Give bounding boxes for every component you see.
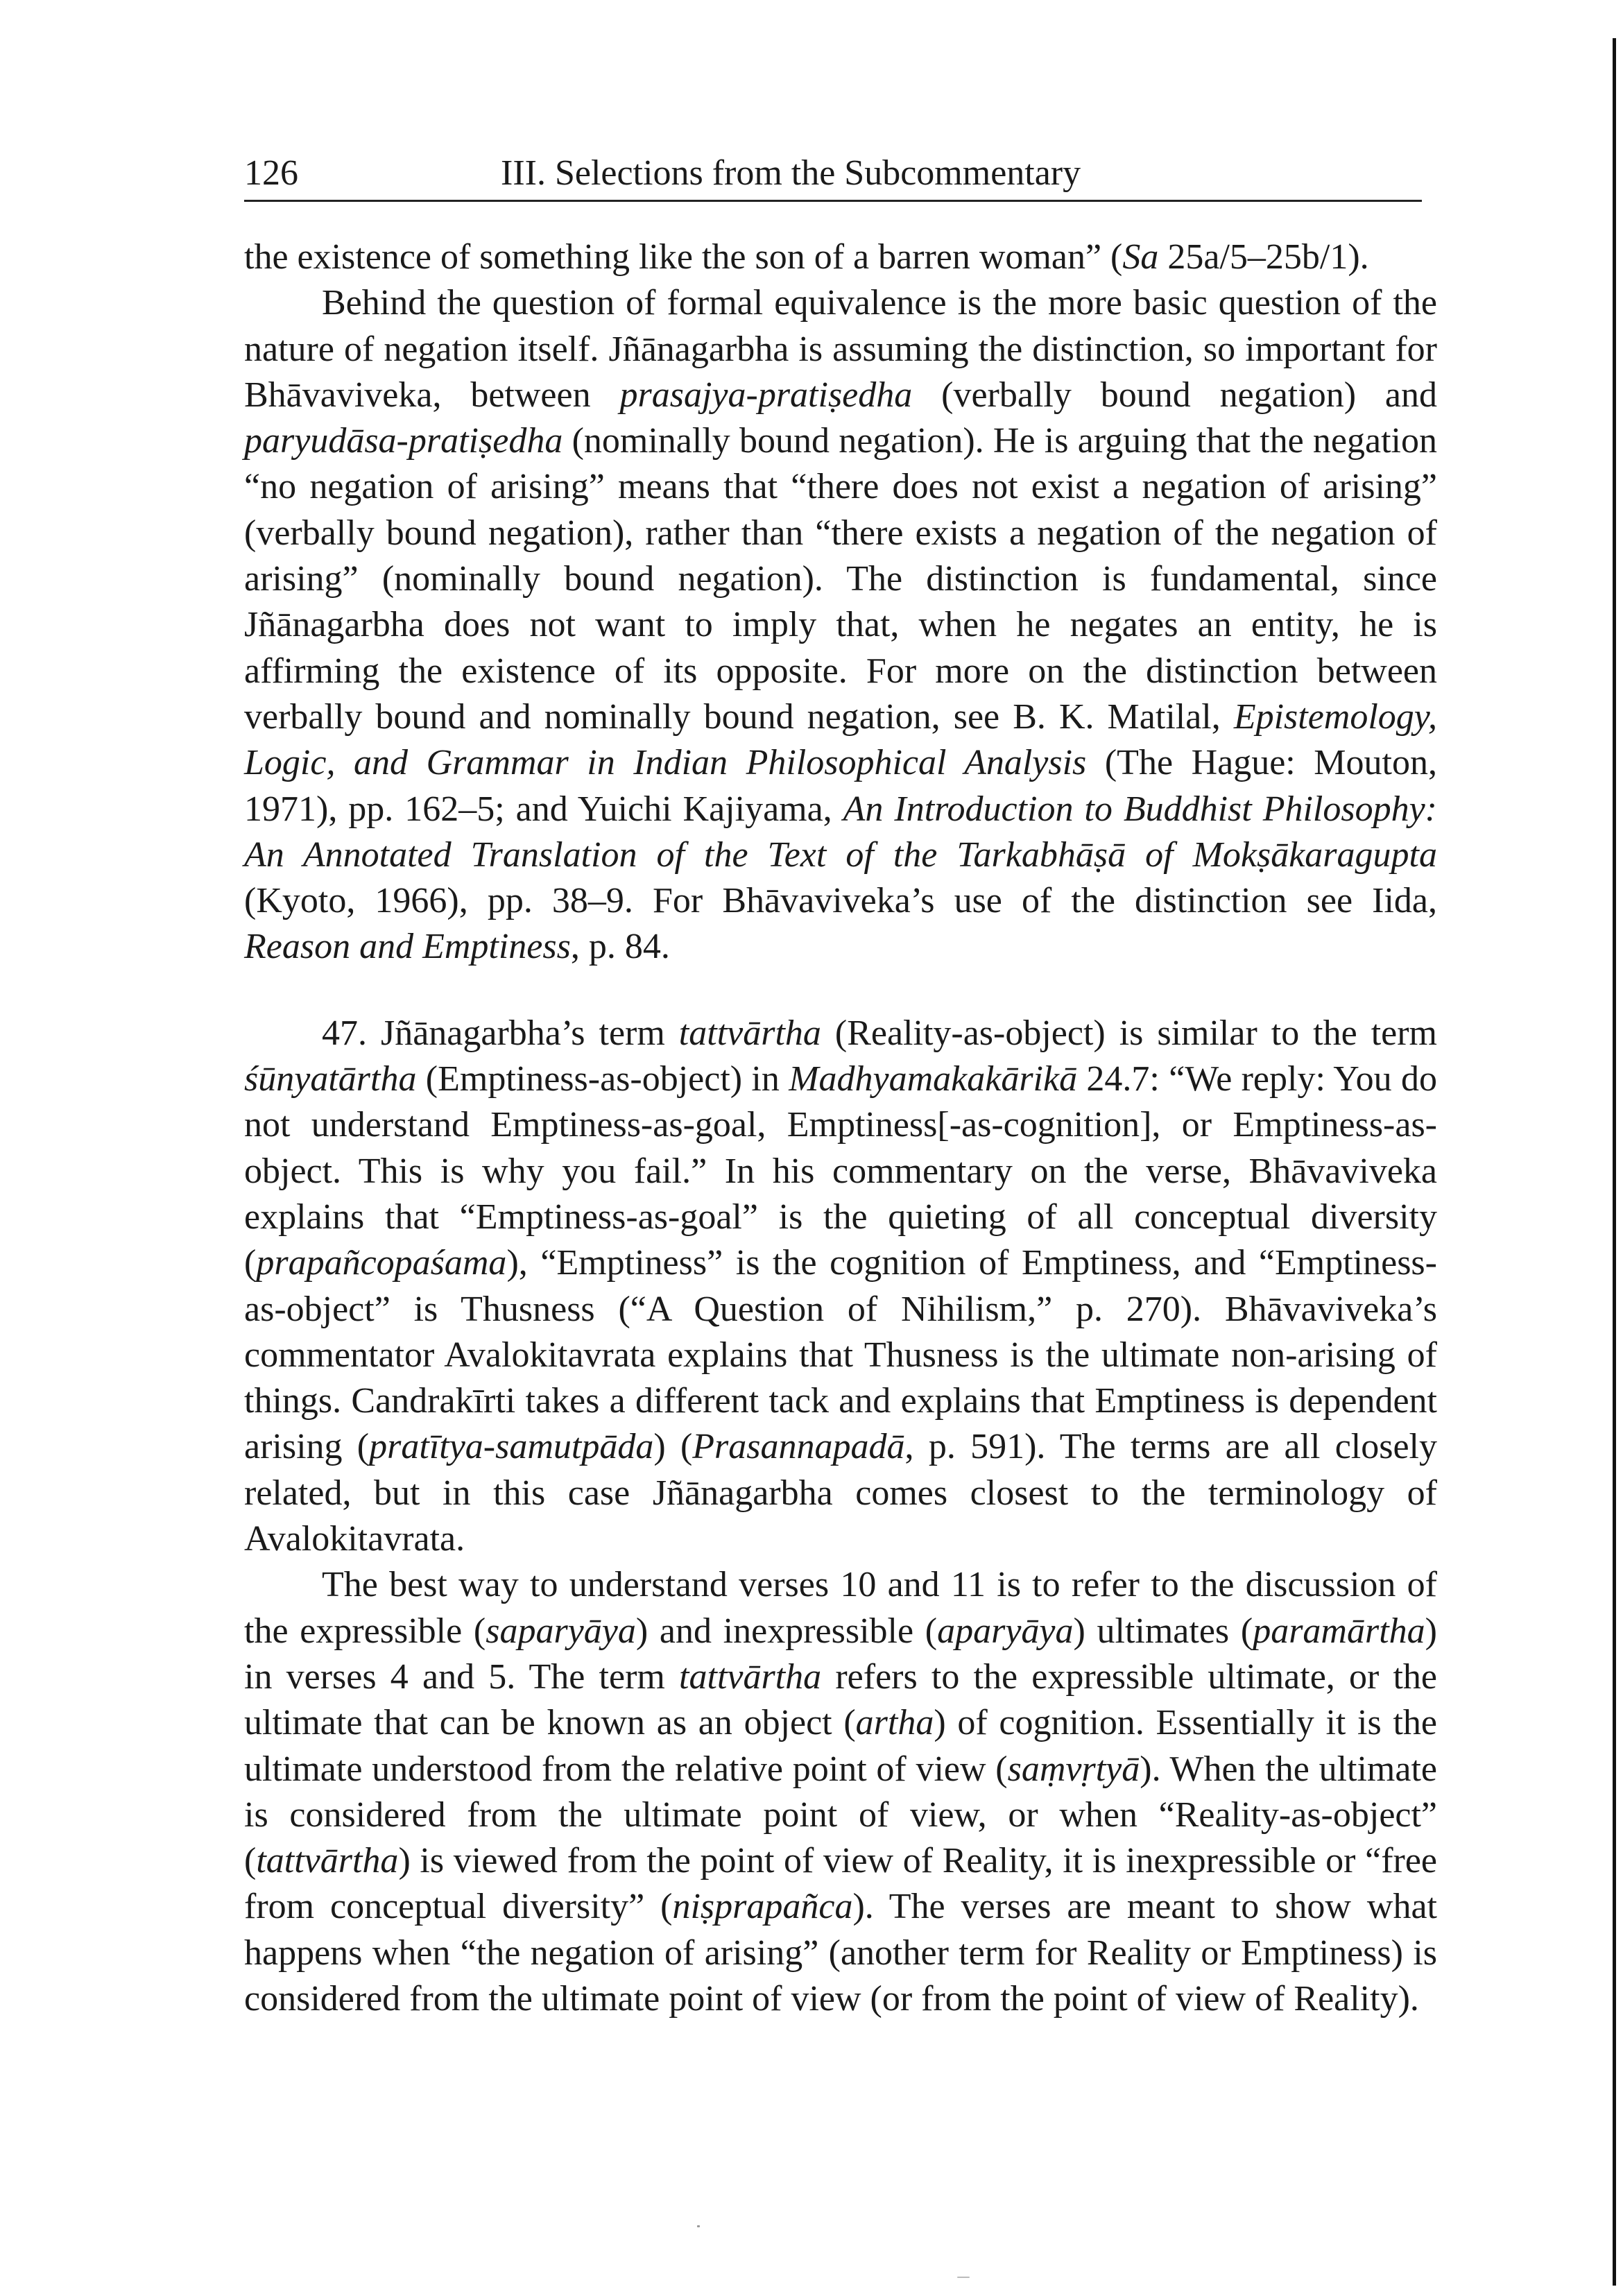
italic-term: Prasannapadā: [692, 1427, 905, 1467]
italic-term: niṣprapañca: [672, 1887, 853, 1927]
italic-term: Sa: [1122, 237, 1159, 277]
text-run: ) in verses 4 and 5. The term: [244, 1611, 1437, 1697]
negation-paragraph: [244, 280, 1437, 970]
text-run: (Reality-as-object) is similar to the term: [821, 1013, 1437, 1053]
italic-term: Madhyamakakārikā: [789, 1059, 1078, 1099]
italic-term: śūnyatārtha: [244, 1059, 417, 1099]
text-run: (The Hague: Mouton, 1971), pp. 162–5; and Yuichi Kajiyama,: [244, 743, 1437, 829]
text-run: ). The verses are meant to show what happens when “the negation of arising” (another term for Reality or Emptiness) is considered from the ultimate point of view (or from the point of view of Reality).: [244, 1887, 1437, 2019]
text-run: , p. 84.: [570, 927, 670, 967]
italic-term: prapañcopaśama: [256, 1243, 507, 1283]
italic-term: tattvārtha: [679, 1656, 822, 1697]
italic-term: An Introduction to Buddhist Philosophy: An Annotated Translation of the Text of the Tarkabhāṣā of Mokṣākaragupta: [244, 789, 1437, 875]
text-run: ) and inexpressible (: [635, 1611, 938, 1651]
italic-term: aparyāya: [937, 1611, 1074, 1651]
italic-term: Reason and Emptiness: [244, 927, 571, 967]
text-run: Behind the question of formal equivalence is the more basic question of the nature of negation itself. Jñānagarbha is assuming the distinction, so important for Bhāvaviveka, between: [244, 283, 1437, 415]
text-run: (nominally bound negation). He is arguing that the negation “no negation of arising” means that “there does not exist a negation of arising” (verbally bound negation), rather than “there exists a negation of the negation of arising” (nominally bound negation). The distinction is fundamental, since Jñānagarbha does not want to imply that, when he negates an entity, he is affirming the existence of its opposite. For more on the distinction between verbally bound and nominally bound negation, see B. K. Matilal,: [244, 421, 1437, 737]
italic-term: pratītya-samutpāda: [369, 1427, 654, 1467]
italic-term: paryudāsa-pratiṣedha: [244, 421, 563, 461]
note-47-paragraph: [244, 1011, 1437, 1563]
scan-speck: [957, 2277, 970, 2278]
running-head: III. Selections from the Subcommentary: [501, 153, 1081, 193]
text-run: 24.7: “We reply: You do not understand Emptiness-as-goal, Emptiness[-as-cognition], or Emptiness-as-object. This is why you fail.” In his commentary on the verse, Bhāvaviveka explains that “Emptiness-as-goal” is the quieting of all conceptual diversity (: [244, 1059, 1437, 1283]
text-run: The best way to understand verses 10 and 11 is to refer to the discussion of the expressible (: [244, 1565, 1437, 1651]
text-run: (Emptiness-as-object) in: [416, 1059, 789, 1099]
text-run: ) of cognition. Essentially it is the ultimate understood from the relative point of view (: [244, 1703, 1437, 1789]
italic-term: tattvārtha: [256, 1841, 399, 1881]
italic-term: tattvārtha: [678, 1013, 821, 1053]
text-run: ), “Emptiness” is the cognition of Emptiness, and “Emptiness-as-object” is Thusness (“A Question of Nihilism,” p. 270). Bhāvaviveka’s commentator Avalokitavrata explains that Thusness is the ultimate non-arising of things. Candrakīrti takes a different tack and explains that Emptiness is dependent arising (: [244, 1243, 1437, 1467]
text-run: (Kyoto, 1966), pp. 38–9. For Bhāvaviveka’s use of the distinction see Iida,: [244, 881, 1437, 921]
text-run: refers to the expressible ultimate, or the ultimate that can be known as an object (: [244, 1656, 1438, 1743]
text-run: ). When the ultimate is considered from the ultimate point of view, or when “Reality-as-object” (: [244, 1749, 1437, 1881]
italic-term: artha: [855, 1703, 934, 1743]
text-run: (verbally bound negation) and: [912, 375, 1437, 415]
text-run: ) is viewed from the point of view of Reality, it is inexpressible or “free from conceptual diversity” (: [244, 1841, 1437, 1927]
continuation-paragraph: [244, 234, 1437, 280]
italic-term: saṃvṛtyā: [1007, 1749, 1140, 1789]
text-run: , p. 591). The terms are all closely related, but in this case Jñānagarbha comes closest to the terminology of Avalokitavrata.: [244, 1427, 1438, 1559]
italic-term: saparyāya: [486, 1611, 636, 1651]
text-run: ) ultimates (: [1073, 1611, 1253, 1651]
page-number: 126: [244, 153, 298, 193]
text-run: 47. Jñānagarbha’s term: [322, 1013, 679, 1053]
text-run: 25a/5–25b/1).: [1158, 237, 1369, 277]
italic-term: prasajya-pratiṣedha: [619, 375, 913, 415]
page-header: [244, 148, 1422, 202]
italic-term: paramārtha: [1253, 1611, 1425, 1651]
scan-speck: [697, 2225, 700, 2227]
body-text: [244, 234, 1437, 2022]
italic-term: Epistemology, Logic, and Grammar in Indian Philosophical Analysis: [244, 696, 1437, 783]
text-run: ) (: [653, 1427, 693, 1467]
text-run: the existence of something like the son of a barren woman” (: [244, 237, 1123, 277]
scan-edge-line: [1613, 38, 1616, 2286]
verses-paragraph: [244, 1562, 1437, 2022]
